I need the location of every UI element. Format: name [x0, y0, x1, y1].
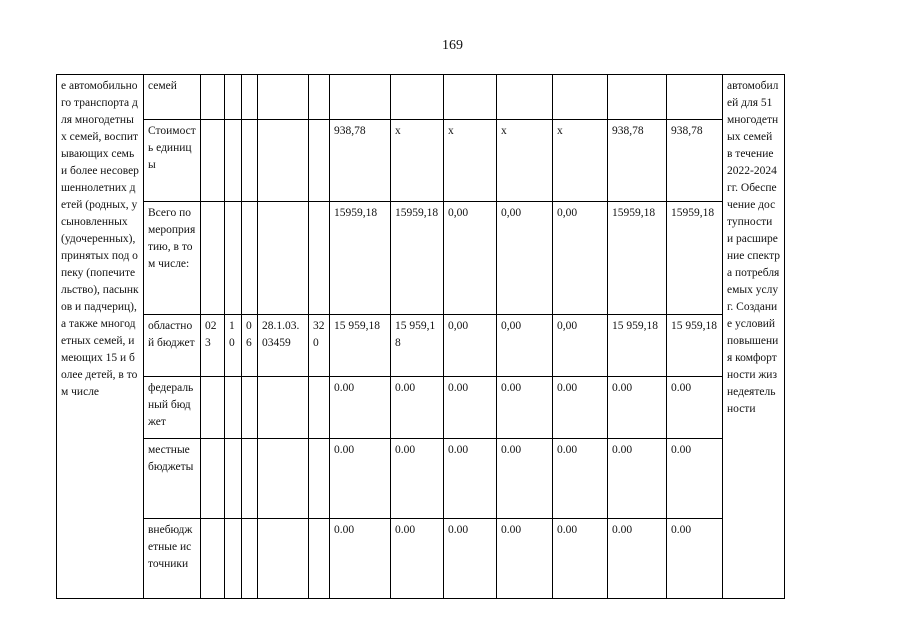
table-body: [57, 75, 866, 599]
code-ministry: [201, 75, 225, 120]
value-total: 15959,18: [330, 202, 391, 315]
code-ministry: [201, 519, 225, 599]
event-name-cell: е автомобильного транспорта для многодетных семей, воспитывающих семь и более несовершеннолетних детей (родных, усыновленных (удочеренных), принятых под опеку (попечительство), пасынков и падчериц), а также многодетных семей, имеющих 15 и более детей, в том числе: [57, 75, 144, 599]
value-2025: [553, 75, 608, 120]
code-subsection: [242, 439, 258, 519]
code-ministry: [201, 202, 225, 315]
value-2024: 0.00: [497, 377, 553, 439]
code-expense-type: 320: [309, 315, 330, 377]
row-label: областной бюджет: [144, 315, 201, 377]
value-2024: 0.00: [497, 519, 553, 599]
value-2025: 0,00: [553, 202, 608, 315]
value-col-7: 15 959,18: [667, 315, 723, 377]
code-section: [225, 75, 242, 120]
result-description-cell: автомобилей для 51 многодетных семей в течение 2022-2024 гг. Обеспечение доступности и расширение спектра потребляемых услуг. Создание условий повышения комфортности жизнедеятельности: [723, 75, 785, 599]
code-target-article: [258, 75, 309, 120]
value-col-6: 0.00: [608, 519, 667, 599]
value-total: 938,78: [330, 120, 391, 202]
row-label: внебюджетные источники: [144, 519, 201, 599]
code-target-article: [258, 439, 309, 519]
value-2024: 0,00: [497, 202, 553, 315]
code-section: 10: [225, 315, 242, 377]
code-section: [225, 377, 242, 439]
value-2022: 0.00: [391, 439, 444, 519]
value-total: 15 959,18: [330, 315, 391, 377]
code-ministry: [201, 439, 225, 519]
code-section: [225, 202, 242, 315]
code-expense-type: [309, 377, 330, 439]
code-subsection: [242, 75, 258, 120]
value-2025: 0.00: [553, 519, 608, 599]
code-target-article: [258, 120, 309, 202]
table-row: [57, 75, 866, 120]
value-2023: 0.00: [444, 519, 497, 599]
value-col-7: 0.00: [667, 377, 723, 439]
value-col-6: 15 959,18: [608, 315, 667, 377]
code-ministry: [201, 120, 225, 202]
value-2023: [444, 75, 497, 120]
value-total: 0.00: [330, 439, 391, 519]
value-2025: 0.00: [553, 377, 608, 439]
value-2022: 0.00: [391, 377, 444, 439]
value-2024: [497, 75, 553, 120]
code-target-article: [258, 519, 309, 599]
value-2024: x: [497, 120, 553, 202]
value-total: [330, 75, 391, 120]
value-2023: 0,00: [444, 202, 497, 315]
value-2022: 15 959,18: [391, 315, 444, 377]
row-label: местные бюджеты: [144, 439, 201, 519]
value-total: 0.00: [330, 377, 391, 439]
value-2023: x: [444, 120, 497, 202]
code-subsection: [242, 120, 258, 202]
value-col-6: [608, 75, 667, 120]
code-expense-type: [309, 202, 330, 315]
value-col-6: 15959,18: [608, 202, 667, 315]
value-2023: 0,00: [444, 315, 497, 377]
page-number: 169: [442, 38, 463, 53]
code-section: [225, 519, 242, 599]
row-label: семей: [144, 75, 201, 120]
value-2025: 0.00: [553, 439, 608, 519]
value-col-7: [667, 75, 723, 120]
value-total: 0.00: [330, 519, 391, 599]
code-section: [225, 439, 242, 519]
code-expense-type: [309, 439, 330, 519]
code-expense-type: [309, 519, 330, 599]
code-expense-type: [309, 120, 330, 202]
value-2022: 15959,18: [391, 202, 444, 315]
row-label: федеральный бюджет: [144, 377, 201, 439]
value-2022: x: [391, 120, 444, 202]
value-col-6: 938,78: [608, 120, 667, 202]
value-col-6: 0.00: [608, 439, 667, 519]
value-col-6: 0.00: [608, 377, 667, 439]
code-target-article: 28.1.03.03459: [258, 315, 309, 377]
code-section: [225, 120, 242, 202]
value-2022: [391, 75, 444, 120]
code-ministry: [201, 377, 225, 439]
value-col-7: 15959,18: [667, 202, 723, 315]
value-col-7: 0.00: [667, 519, 723, 599]
code-expense-type: [309, 75, 330, 120]
value-2025: x: [553, 120, 608, 202]
value-2023: 0.00: [444, 439, 497, 519]
code-subsection: 06: [242, 315, 258, 377]
code-subsection: [242, 519, 258, 599]
value-2022: 0.00: [391, 519, 444, 599]
code-ministry: 023: [201, 315, 225, 377]
code-subsection: [242, 377, 258, 439]
row-label: Всего по мероприятию, в том числе:: [144, 202, 201, 315]
value-2023: 0.00: [444, 377, 497, 439]
code-target-article: [258, 202, 309, 315]
value-2024: 0.00: [497, 439, 553, 519]
row-label: Стоимость единицы: [144, 120, 201, 202]
value-2024: 0,00: [497, 315, 553, 377]
value-2025: 0,00: [553, 315, 608, 377]
budget-table: [56, 74, 866, 599]
value-col-7: 0.00: [667, 439, 723, 519]
code-subsection: [242, 202, 258, 315]
code-target-article: [258, 377, 309, 439]
value-col-7: 938,78: [667, 120, 723, 202]
